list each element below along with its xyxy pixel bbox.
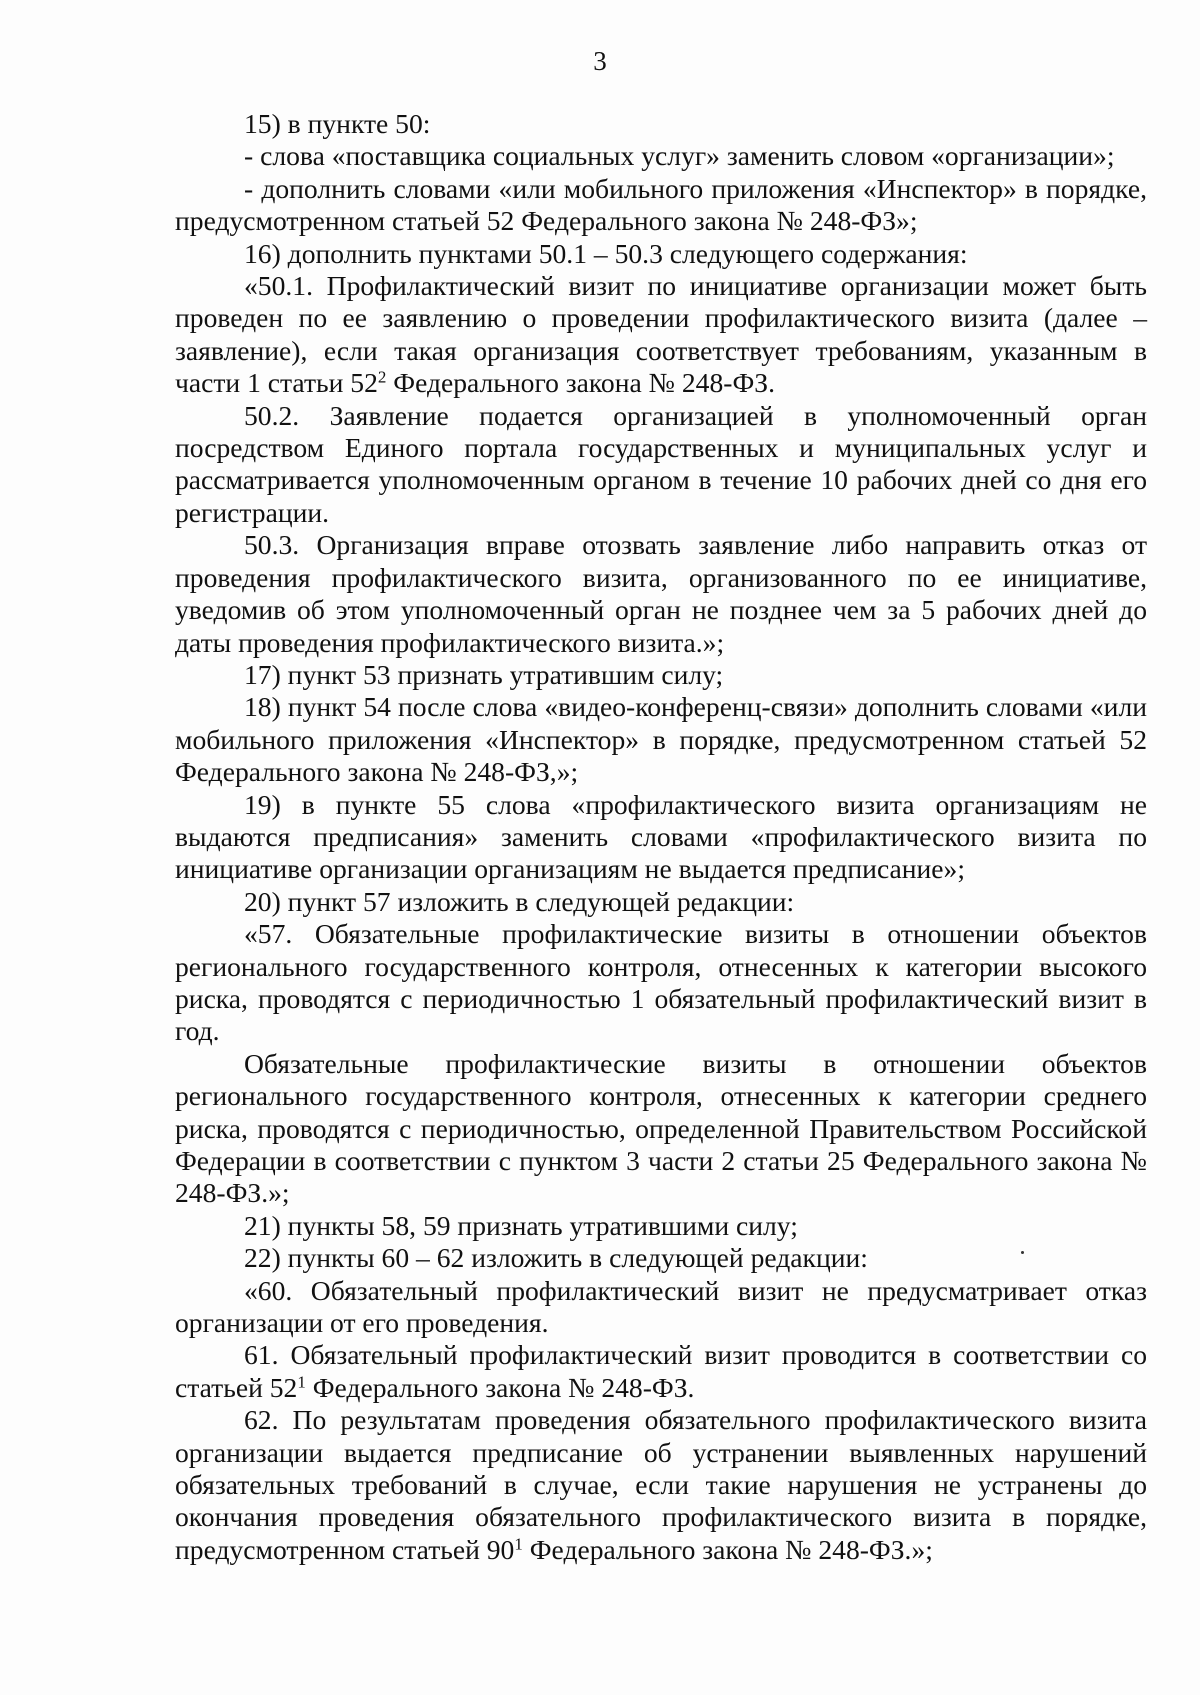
paragraph: 21) пункты 58, 59 признать утратившими силу; [244, 1209, 798, 1241]
paragraph-text: «50.1. Профилактический визит по инициативе организации может быть проведен по ее заявлению о проведении профилактического визита (далее – заявление), если такая организация соответствует требованиям, указанным в части 1 статьи 52 [175, 270, 1147, 399]
scan-speck [1021, 1251, 1024, 1254]
paragraph: 18) пункт 54 после слова «видео-конференц-связи» дополнить словами «или мобильного приложения «Инспектор» в порядке, предусмотренном статьей 52 Федерального закона № 248-ФЗ,»; [175, 691, 1147, 788]
page-number: 3 [593, 46, 607, 76]
paragraph-text: Федерального закона № 248-ФЗ.»; [522, 1533, 933, 1565]
paragraph: 22) пункты 60 – 62 изложить в следующей редакции: [244, 1242, 868, 1274]
paragraph: 20) пункт 57 изложить в следующей редакции: [244, 885, 795, 917]
paragraph [175, 1404, 1147, 1566]
paragraph: - дополнить словами «или мобильного приложения «Инспектор» в порядке, предусмотренном статьей 52 Федерального закона № 248-ФЗ»; [175, 172, 1147, 237]
paragraph: «60. Обязательный профилактический визит не предусматривает отказ организации от его проведения. [175, 1274, 1147, 1339]
paragraph: 17) пункт 53 признать утратившим силу; [244, 658, 724, 690]
paragraph-text: Федерального закона № 248-ФЗ. [386, 367, 775, 399]
document-body [175, 108, 1147, 1566]
paragraph-text: 62. По результатам проведения обязательного профилактического визита организации выдается предписание об устранении выявленных нарушений обязательных требований в случае, если такие нарушения не устранены до окончания проведения обязательного профилактического визита в порядке, предусмотренном статьей 90 [175, 1404, 1147, 1565]
paragraph: «57. Обязательные профилактические визиты в отношении объектов регионального государственного контроля, отнесенных к категории высокого риска, проводятся с периодичностью 1 обязательный профилактический визит в год. [175, 918, 1147, 1047]
paragraph: Обязательные профилактические визиты в отношении объектов регионального государственного контроля, отнесенных к категории среднего риска, проводятся с периодичностью, определенной Правительством Российской Федерации в соответствии с пунктом 3 части 2 статьи 25 Федерального закона № 248-ФЗ.»; [175, 1047, 1147, 1209]
paragraph-text: 61. Обязательный профилактический визит проводится в соответствии со статьей 52 [175, 1339, 1147, 1403]
superscript: 1 [514, 1534, 523, 1554]
superscript: 2 [377, 367, 387, 387]
paragraph-text: Федерального закона № 248-ФЗ. [305, 1371, 695, 1403]
paragraph [175, 270, 1147, 400]
paragraph: 50.2. Заявление подается организацией в уполномоченный орган посредством Единого портала государственных и муниципальных услуг и рассматривается уполномоченным органом в течение 10 рабочих дней со дня его регистрации. [175, 399, 1147, 528]
paragraph: 16) дополнить пунктами 50.1 – 50.3 следующего содержания: [244, 237, 968, 269]
paragraph [175, 1339, 1147, 1404]
paragraph: 50.3. Организация вправе отозвать заявление либо направить отказ от проведения профилактического визита, организованного по ее инициативе, уведомив об этом уполномоченный орган не позднее чем за 5 рабочих дней до даты проведения профилактического визита.»; [175, 529, 1147, 658]
paragraph: 19) в пункте 55 слова «профилактического визита организациям не выдаются предписания» заменить словами «профилактического визита по инициативе организации организациям не выдается предписание»; [175, 788, 1147, 885]
paragraph: - слова «поставщика социальных услуг» заменить словом «организации»; [244, 140, 1115, 172]
superscript: 1 [297, 1372, 306, 1392]
paragraph: 15) в пункте 50: [244, 108, 431, 139]
